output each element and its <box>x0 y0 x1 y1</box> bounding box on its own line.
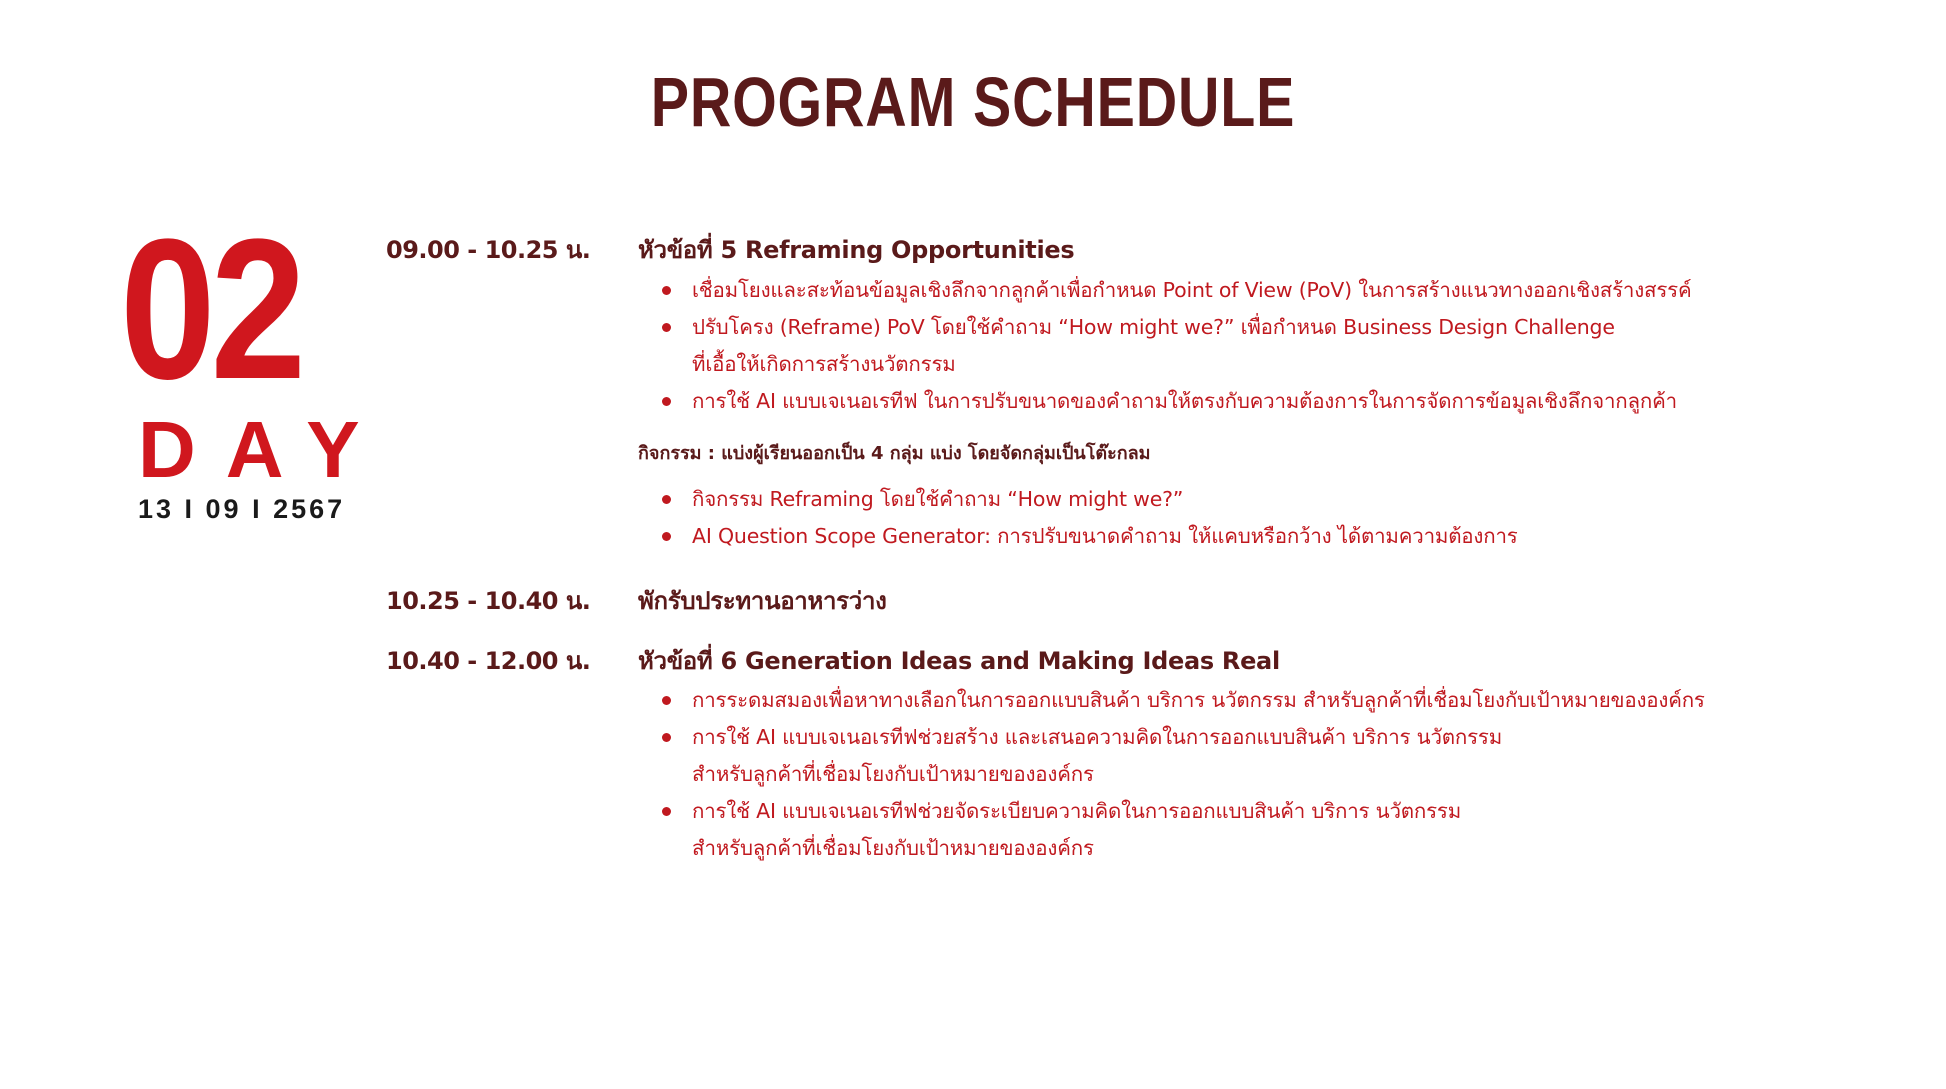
bullet-item <box>662 719 1705 793</box>
bullet-item <box>662 793 1705 867</box>
session-time: 09.00 - 10.25 น. <box>386 236 591 264</box>
day-word: DAY <box>138 405 390 494</box>
bullet-text: กิจกรรม Reframing โดยใช้คำถาม “How might we?” <box>692 487 1184 511</box>
day-date: 13 I 09 I 2567 <box>138 494 346 524</box>
bullet-text: การใช้ AI แบบเจเนอเรทีฟ ในการปรับขนาดของคำถามให้ตรงกับความต้องการในการจัดการข้อมูลเชิงลึกจากลูกค้า <box>692 389 1677 413</box>
bullet-text: ปรับโครง (Reframe) PoV โดยใช้คำถาม “How might we?” เพื่อกำหนด Business Design Challenge <box>692 315 1615 339</box>
session-bullet-list <box>662 272 1691 420</box>
session-time: 10.40 - 12.00 น. <box>386 647 591 675</box>
bullet-text: การใช้ AI แบบเจเนอเรทีฟช่วยจัดระเบียบความคิดในการออกแบบสินค้า บริการ นวัตกรรม <box>692 799 1462 823</box>
session-heading: พักรับประทานอาหารว่าง <box>638 587 887 615</box>
bullet-item <box>662 481 1518 518</box>
activity-bullet-list <box>662 481 1518 555</box>
session-bullet-list <box>662 682 1705 867</box>
bullet-item <box>662 383 1691 420</box>
bullet-text: AI Question Scope Generator: การปรับขนาดคำถาม ให้แคบหรือกว้าง ได้ตามความต้องการ <box>692 524 1518 548</box>
session-heading: หัวข้อที่ 5 Reframing Opportunities <box>638 236 1075 264</box>
bullet-item <box>662 272 1691 309</box>
bullet-text-continued: สำหรับลูกค้าที่เชื่อมโยงกับเป้าหมายขององค์กร <box>692 762 1094 786</box>
bullet-text: การใช้ AI แบบเจเนอเรทีฟช่วยสร้าง และเสนอความคิดในการออกแบบสินค้า บริการ นวัตกรรม <box>692 725 1503 749</box>
page-title: PROGRAM SCHEDULE <box>650 63 1296 141</box>
bullet-text: การระดมสมองเพื่อหาทางเลือกในการออกแบบสินค้า บริการ นวัตกรรม สำหรับลูกค้าที่เชื่อมโยงกับเป้าหมายขององค์กร <box>692 688 1705 712</box>
activity-note: กิจกรรม : แบ่งผู้เรียนออกเป็น 4 กลุ่ม แบ่ง โดยจัดกลุ่มเป็นโต๊ะกลม <box>638 443 1151 464</box>
bullet-item <box>662 682 1705 719</box>
bullet-item <box>662 518 1518 555</box>
bullet-text-continued: ที่เอื้อให้เกิดการสร้างนวัตกรรม <box>692 352 956 376</box>
bullet-item <box>662 309 1691 383</box>
bullet-text: เชื่อมโยงและสะท้อนข้อมูลเชิงลึกจากลูกค้าเพื่อกำหนด Point of View (PoV) ในการสร้างแนวทางออกเชิงสร้างสรรค์ <box>692 278 1692 302</box>
session-heading: หัวข้อที่ 6 Generation Ideas and Making Ideas Real <box>638 647 1280 675</box>
day-number: 02 <box>120 198 302 421</box>
bullet-text-continued: สำหรับลูกค้าที่เชื่อมโยงกับเป้าหมายขององค์กร <box>692 836 1094 860</box>
session-time: 10.25 - 10.40 น. <box>386 587 591 615</box>
